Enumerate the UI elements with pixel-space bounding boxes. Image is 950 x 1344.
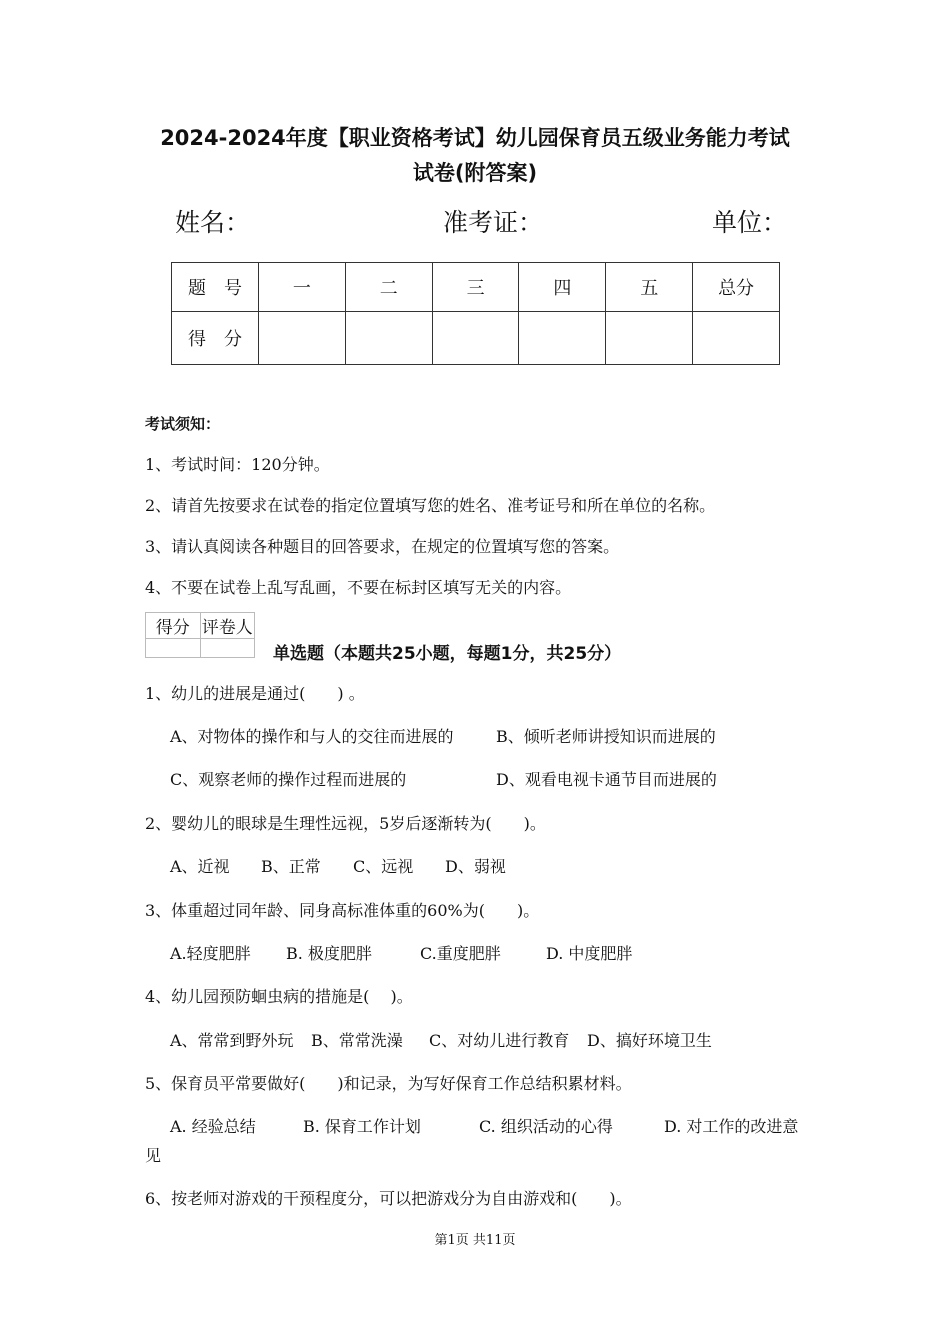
- score-row-label: 得 分: [172, 312, 259, 365]
- question-stem: 5、保育员平常要做好( )和记录，为写好保育工作总结积累材料。: [145, 1074, 632, 1093]
- page-footer: 第1页 共11页: [434, 1233, 516, 1248]
- question-option: B、正常: [261, 857, 321, 876]
- note-item: 3、请认真阅读各种题目的回答要求，在规定的位置填写您的答案。: [145, 537, 620, 556]
- question-stem: 1、幼儿的进展是通过( ) 。: [145, 684, 365, 703]
- score-table-cell: 四: [519, 263, 606, 312]
- exam-id-label: 准考证：: [443, 208, 544, 237]
- question-option: B、常常洗澡: [311, 1031, 403, 1050]
- question-option: A. 经验总结: [170, 1117, 256, 1136]
- score-table-cell: 二: [345, 263, 432, 312]
- score-input-cell[interactable]: [432, 312, 519, 365]
- score-input-cell[interactable]: [345, 312, 432, 365]
- exam-title-line1: 2024-2024年度【职业资格考试】幼儿园保育员五级业务能力考试: [160, 126, 790, 150]
- score-table: [171, 262, 780, 365]
- note-item: 2、请首先按要求在试卷的指定位置填写您的姓名、准考证号和所在单位的名称。: [145, 496, 716, 515]
- question-option: D. 对工作的改进意: [664, 1117, 799, 1136]
- score-table-score-row: [172, 312, 780, 365]
- question-stem: 2、婴幼儿的眼球是生理性远视，5岁后逐渐转为( )。: [145, 814, 546, 833]
- section-title: 单选题（本题共25小题，每题1分，共25分）: [273, 644, 622, 664]
- score-table-cell: 三: [432, 263, 519, 312]
- grader-box: [145, 612, 255, 658]
- question-option: D、弱视: [445, 857, 506, 876]
- question-stem: 6、按老师对游戏的干预程度分，可以把游戏分为自由游戏和( )。: [145, 1189, 632, 1208]
- name-label: 姓名：: [175, 208, 251, 237]
- note-item: 4、不要在试卷上乱写乱画，不要在标封区填写无关的内容。: [145, 578, 572, 597]
- question-option: B、倾听老师讲授知识而进展的: [496, 727, 716, 746]
- question-option: C、观察老师的操作过程而进展的: [170, 770, 407, 789]
- score-table-cell: 总分: [693, 263, 780, 312]
- question-option: D. 中度肥胖: [546, 944, 633, 963]
- score-input-cell[interactable]: [519, 312, 606, 365]
- grader-name-cell[interactable]: [200, 639, 255, 658]
- question-option: A.轻度肥胖: [170, 944, 251, 963]
- grader-name-label: 评卷人: [200, 613, 255, 639]
- score-table-cell: 一: [259, 263, 346, 312]
- question-option: A、对物体的操作和与人的交往而进展的: [170, 727, 454, 746]
- note-item: 1、考试时间：120分钟。: [145, 455, 330, 474]
- score-table-header-row: [172, 263, 780, 312]
- question-option: D、搞好环境卫生: [587, 1031, 712, 1050]
- question-option: C、对幼儿进行教育: [429, 1031, 570, 1050]
- score-input-cell[interactable]: [693, 312, 780, 365]
- question-option: A、近视: [170, 857, 230, 876]
- question-option: A、常常到野外玩: [170, 1031, 294, 1050]
- question-stem: 3、体重超过同年龄、同身高标准体重的60%为( )。: [145, 901, 540, 920]
- question-option: C. 组织活动的心得: [479, 1117, 613, 1136]
- question-option: B. 极度肥胖: [286, 944, 372, 963]
- score-input-cell[interactable]: [606, 312, 693, 365]
- grader-score-cell[interactable]: [146, 639, 201, 658]
- question-stem: 4、幼儿园预防蛔虫病的措施是( )。: [145, 987, 413, 1006]
- question-option-wrap: 见: [145, 1146, 162, 1165]
- question-option: C、远视: [353, 857, 414, 876]
- grader-score-label: 得分: [146, 613, 201, 639]
- notes-title: 考试须知：: [145, 415, 221, 433]
- score-input-cell[interactable]: [259, 312, 346, 365]
- question-option: D、观看电视卡通节目而进展的: [496, 770, 717, 789]
- exam-title-line2: 试卷(附答案): [412, 161, 538, 185]
- score-table-cell: 五: [606, 263, 693, 312]
- question-option: B. 保育工作计划: [303, 1117, 421, 1136]
- score-table-cell: 题 号: [172, 263, 259, 312]
- question-option: C.重度肥胖: [420, 944, 501, 963]
- unit-label: 单位：: [712, 208, 788, 237]
